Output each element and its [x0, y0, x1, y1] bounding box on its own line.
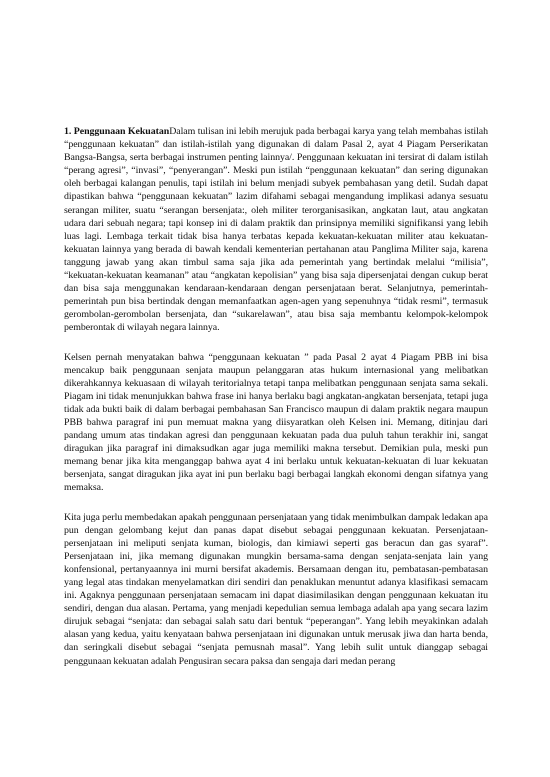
paragraph-1 — [64, 125, 488, 335]
paragraph-2: Kelsen pernah menyatakan bahwa “penggunaan kekuatan ” pada Pasal 2 ayat 4 Piagam PBB ini bisa mencakup baik penggunaan senjata maupun pelanggaran atas hukum internasional yang melibatkan dikerahkannya kekuasaan di wilayah teritorialnya tetapi tanpa melibatkan penggunaan senjata sama sekali. Piagam ini tidak menunjukkan bahwa frase ini hanya berlaku bagi angkatan-angkatan bersenjata, tetapi juga tidak ada bukti baik di dalam berbagai pembahasan San Francisco maupun di dalam praktik negara maupun PBB bahwa paragraf ini pun memuat makna yang diisyaratkan oleh Kelsen ini. Memang, ditinjau dari pandang umum atas tindakan agresi dan penggunaan kekuatan pada dua puluh tahun terakhir ini, sangat diragukan jika paragraf ini dimaksudkan agar juga memiliki makna tersebut. Demikian pula, meski pun memang benar jika kita menganggap bahwa ayat 4 ini berlaku untuk kekuatan-kekuatan di luar kekuatan bersenjata, sangat diragukan jika ayat ini pun berlaku bagi berbagai langkah ekonomi dengan sifatnya yang memaksa. — [64, 351, 488, 494]
section-heading: 1. Penggunaan Kekuatan — [64, 126, 170, 137]
document-page — [64, 125, 488, 684]
paragraph-1-text: Dalam tulisan ini lebih merujuk pada berbagai karya yang telah membahas istilah “penggunaan kekuatan” dan istilah-istilah yang digunakan di dalam Pasal 2, ayat 4 Piagam Perserikatan Bangsa-Bangsa, serta berbagai instrumen penting lainnya/. Penggunaan kekuatan ini tersirat di dalam istilah “perang agresi”, “invasi”, “penyerangan”. Meski pun istilah “penggunaan kekuatan” dan sering digunakan oleh berbagai kalangan penulis, tapi istilah ini belum menjadi subyek pembahasan yang detil. Sudah dapat dipastikan bahwa “penggunaan kekuatan” lazim difahami sebagai mengandung implikasi adanya sesuatu serangan militer, suatu “serangan bersenjata:, oleh militer terorganisasikan, angkatan laut, atau angkatan udara dari sebuah negara; tapi konsep ini di dalam praktik dan prinsipnya memiliki signifikansi yang lebih luas lagi. Lembaga terkait tidak bisa hanya terbatas kepada kekuatan-kekuatan militer atau kekuatan-kekuatan lainnya yang berada di bawah kendali kementerian pertahanan atau Panglima Militer saja, karena tanggung jawab yang akan timbul sama saja jika ada pemerintah yang bertindak melalui “milisia”, “kekuatan-kekuatan keamanan” atau “angkatan kepolisian” yang bisa saja dipersenjatai dengan cukup berat dan bisa saja menggunakan kendaraan-kendaraan dengan persenjataan berat. Selanjutnya, pemerintah-pemerintah pun bisa bertindak dengan memanfaatkan agen-agen yang sepenuhnya “tidak resmi”, termasuk gerombolan-gerombolan bersenjata, dan “sukarelawan”, atau bisa saja membantu kelompok-kelompok pemberontak di wilayah negara lainnya. — [64, 126, 488, 334]
paragraph-3: Kita juga perlu membedakan apakah penggunaan persenjataan yang tidak menimbulkan dampak ledakan apa pun dengan gelombang kejut dan panas dapat disebut sebagai penggunaan kekuatan. Persenjataan-persenjataan ini meliputi senjata kuman, biologis, dan kimiawi seperti gas beracun dan gas syaraf”. Persenjataan ini, jika memang digunakan mungkin bersama-sama dengan senjata-senjata lain yang konfensional, pertanyaannya ini murni bersifat akademis. Bersamaan dengan itu, pembatasan-pembatasan yang legal atas tindakan menyelamatkan diri sendiri dan penaklukan menuntut adanya klasifikasi semacam ini. Agaknya penggunaan persenjataan semacam ini dapat diasimilasikan dengan penggunaan kekuatan itu sendiri, dengan dua alasan. Pertama, yang menjadi kepedulian semua lembaga adalah apa yang secara lazim dirujuk sebagai “senjata: dan sebagai salah satu dari bentuk “peperangan”. Yang lebih meyakinkan adalah alasan yang kedua, yaitu kenyataan bahwa persenjataan ini digunakan untuk merusak jiwa dan harta benda, dan seringkali disebut sebagai “senjata pemusnah masal”. Yang lebih sulit untuk dianggap sebagai penggunaan kekuatan adalah Pengusiran secara paksa dan sengaja dari medan perang — [64, 511, 488, 667]
